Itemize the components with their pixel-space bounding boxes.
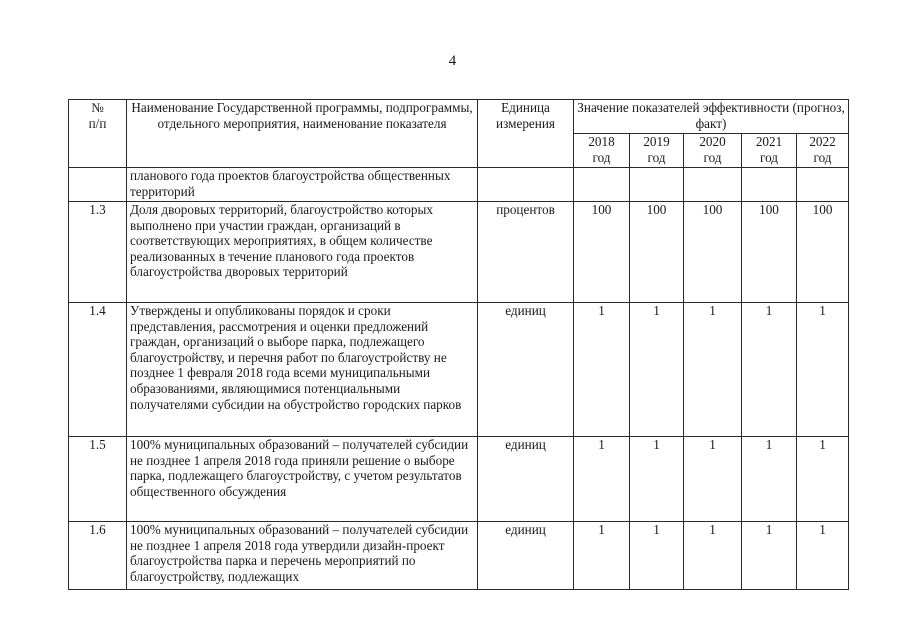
row-unit	[478, 168, 574, 202]
header-year: 2020 год	[684, 134, 742, 168]
row-value: 1	[684, 522, 742, 590]
row-unit: единиц	[478, 522, 574, 590]
row-value	[684, 168, 742, 202]
row-num: 1.3	[69, 202, 127, 303]
row-name: Доля дворовых территорий, благоустройство которых выполнено при участии граждан, организаций в соответствующих мероприятиях, в общем количестве реализованных в течение планового года проектов благоустройства дворовых территорий	[127, 202, 478, 303]
row-value: 100	[630, 202, 684, 303]
page-number: 4	[448, 53, 457, 69]
row-value: 100	[574, 202, 630, 303]
row-unit: единиц	[478, 303, 574, 437]
table-row	[69, 303, 849, 437]
row-unit: единиц	[478, 437, 574, 522]
row-value: 100	[742, 202, 797, 303]
table-row	[69, 522, 849, 590]
row-value: 1	[574, 303, 630, 437]
header-unit: Единица измерения	[478, 100, 574, 168]
row-num: 1.4	[69, 303, 127, 437]
row-value: 1	[574, 437, 630, 522]
row-name: 100% муниципальных образований – получателей субсидии не позднее 1 апреля 2018 года утвердили дизайн-проект благоустройства парка и перечень мероприятий по благоустройству, подлежащих	[127, 522, 478, 590]
row-value: 100	[797, 202, 849, 303]
row-value: 1	[797, 437, 849, 522]
row-unit: процентов	[478, 202, 574, 303]
header-name: Наименование Государственной программы, подпрограммы, отдельного мероприятия, наименование показателя	[127, 100, 478, 168]
header-year: 2019 год	[630, 134, 684, 168]
row-value: 1	[630, 303, 684, 437]
row-value	[797, 168, 849, 202]
table-row	[69, 168, 849, 202]
row-value: 1	[630, 437, 684, 522]
row-value: 1	[742, 437, 797, 522]
header-year: 2021 год	[742, 134, 797, 168]
row-value: 1	[574, 522, 630, 590]
row-value	[630, 168, 684, 202]
header-num: № п/п	[69, 100, 127, 168]
row-value: 1	[684, 303, 742, 437]
header-values-group: Значение показателей эффективности (прогноз, факт)	[574, 100, 849, 134]
header-year: 2018 год	[574, 134, 630, 168]
header-year: 2022 год	[797, 134, 849, 168]
row-value	[574, 168, 630, 202]
row-num	[69, 168, 127, 202]
row-value: 1	[797, 303, 849, 437]
row-name: планового года проектов благоустройства общественных территорий	[127, 168, 478, 202]
row-value: 100	[684, 202, 742, 303]
row-value: 1	[797, 522, 849, 590]
row-value: 1	[742, 303, 797, 437]
row-value	[742, 168, 797, 202]
row-num: 1.6	[69, 522, 127, 590]
row-value: 1	[684, 437, 742, 522]
row-num: 1.5	[69, 437, 127, 522]
row-name: 100% муниципальных образований – получателей субсидии не позднее 1 апреля 2018 года приняли решение о выборе парка, подлежащего благоустройству, с учетом результатов общественного обсуждения	[127, 437, 478, 522]
row-value: 1	[742, 522, 797, 590]
row-value: 1	[630, 522, 684, 590]
table-row	[69, 202, 849, 303]
table-row	[69, 437, 849, 522]
indicators-table	[68, 99, 849, 590]
row-name: Утверждены и опубликованы порядок и сроки представления, рассмотрения и оценки предложений граждан, организаций о выборе парка, подлежащего благоустройству, и перечня работ по благоустройству не позднее 1 февраля 2018 года всеми муниципальными образованиями, являющимися потенциальными получателями субсидии на обустройство городских парков	[127, 303, 478, 437]
